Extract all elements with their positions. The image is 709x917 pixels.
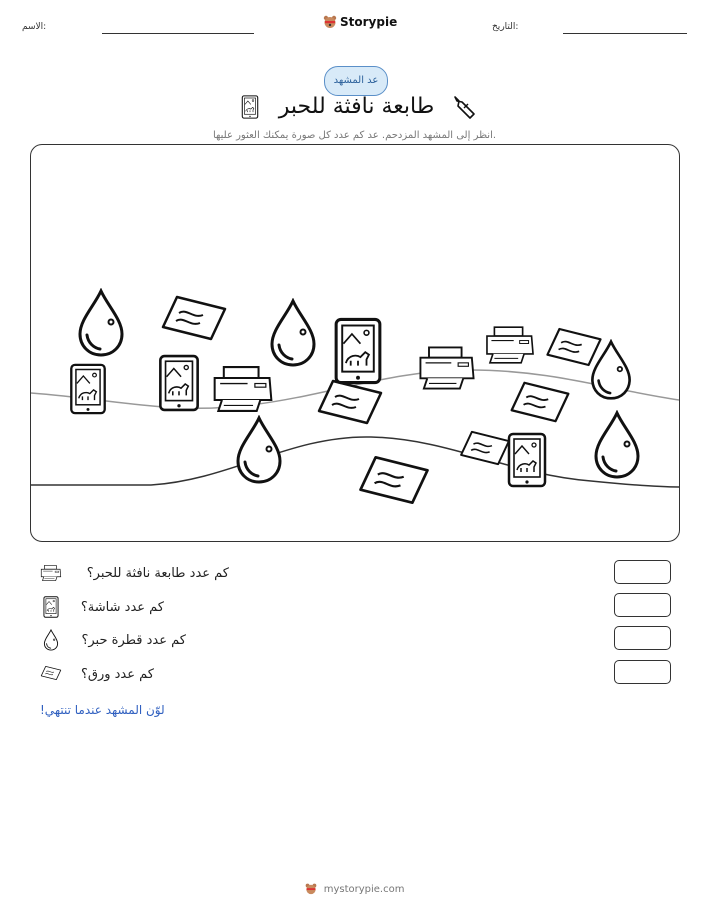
printer-icon — [40, 562, 62, 584]
answer-box-papers[interactable] — [614, 660, 671, 684]
paper-sheet — [512, 383, 569, 421]
color-instruction: لوّن المشهد عندما تنتهي! — [40, 703, 165, 717]
name-line[interactable] — [102, 33, 254, 34]
tablet-screen — [509, 434, 545, 486]
name-label: الاسم: — [22, 22, 47, 32]
date-label: التاريخ: — [492, 22, 519, 32]
brand-name: Storypie — [340, 15, 398, 29]
question-printers: كم عدد طابعة نافثة للحبر؟ — [86, 566, 229, 581]
question-screens: كم عدد شاشة؟ — [80, 600, 164, 615]
tablet-screen — [160, 356, 197, 410]
bear-logo-icon — [323, 15, 337, 29]
title-text: طابعة نافثة للحبر — [278, 94, 435, 119]
scene-canvas — [31, 145, 679, 541]
question-ink-drops: كم عدد قطرة حبر؟ — [81, 633, 186, 648]
bear-logo-icon — [305, 883, 317, 895]
tablet-icon — [238, 95, 262, 119]
paper-sheet — [361, 457, 428, 502]
paper-sheet — [461, 432, 509, 464]
ink-drop-icon — [40, 629, 62, 651]
page-title — [0, 94, 709, 120]
instructions: انظر إلى المشهد المزدحم. عد كم عدد كل صورة يمكنك العثور عليها. — [212, 130, 497, 141]
inkjet-printer — [215, 367, 272, 411]
footer — [0, 883, 709, 895]
answer-box-screens[interactable] — [614, 593, 671, 617]
ink-drop — [272, 301, 314, 365]
ink-pen-icon — [451, 94, 477, 120]
ink-drop — [592, 342, 629, 399]
paper-sheet — [547, 329, 600, 365]
inkjet-printer — [487, 327, 533, 363]
answer-box-ink-drops[interactable] — [614, 626, 671, 650]
inkjet-printer — [420, 347, 473, 388]
date-line[interactable] — [563, 33, 687, 34]
tablet-screen — [71, 365, 104, 413]
paper-sheet — [163, 297, 225, 339]
ink-drop — [80, 291, 122, 355]
counting-scene — [30, 144, 680, 542]
ink-drop — [596, 413, 638, 477]
footer-site[interactable]: mystorypie.com — [323, 884, 405, 895]
brand-logo — [323, 13, 397, 31]
tablet-screen — [336, 319, 380, 382]
background-wave-bottom — [31, 437, 679, 487]
count-scene-badge: عد المشهد — [324, 66, 388, 96]
tablet-screen-icon — [40, 596, 62, 618]
ink-drop — [238, 418, 280, 482]
answer-box-printers[interactable] — [614, 560, 671, 584]
paper-sheet — [319, 381, 381, 423]
question-papers: كم عدد ورق؟ — [80, 667, 154, 682]
paper-icon — [40, 662, 62, 684]
